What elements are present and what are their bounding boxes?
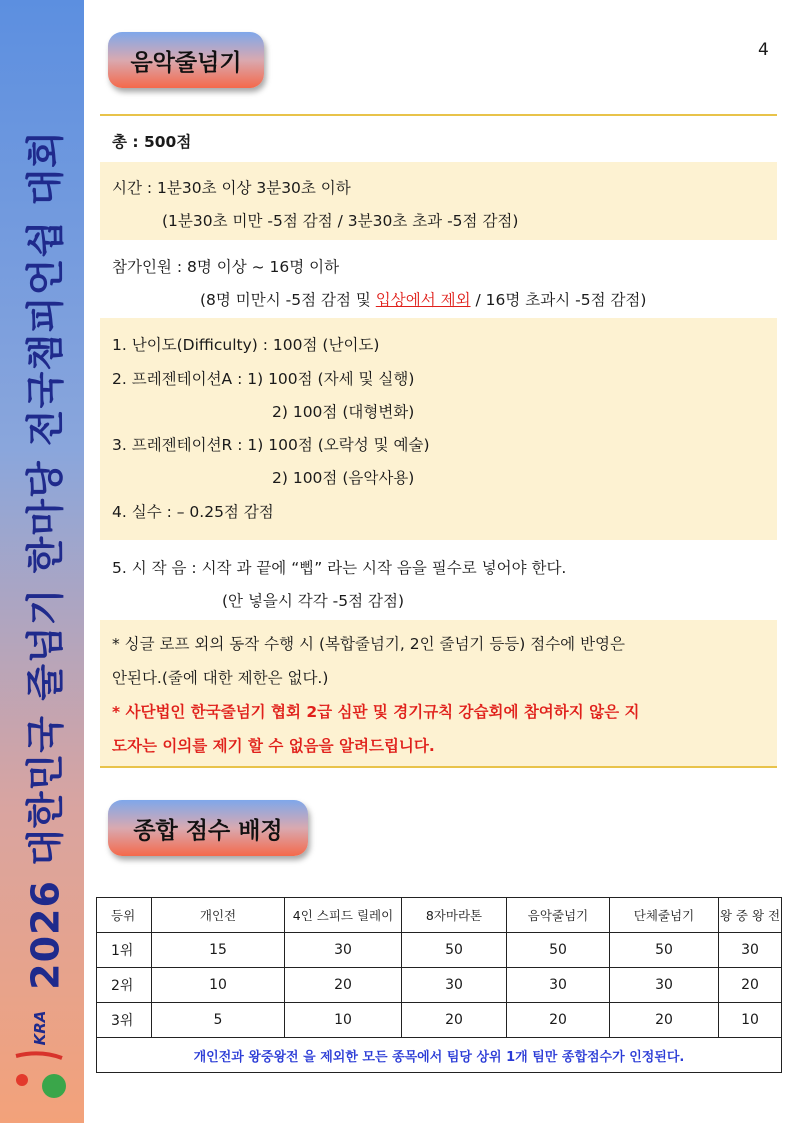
criterion-presentation-r-1: 3. 프레젠테이션R : 1) 100점 (오락성 및 예술) [112, 436, 430, 454]
time-penalty: (1분30초 미만 -5점 감점 / 3분30초 초과 -5점 감점) [162, 212, 519, 230]
table-cell: 50 [507, 933, 610, 968]
participants-rule: 참가인원 : 8명 이상 ~ 16명 이하 [112, 258, 340, 276]
divider [100, 114, 777, 116]
criterion-presentation-r-2: 2) 100점 (음악사용) [272, 469, 415, 487]
table-cell: 10 [152, 968, 285, 1003]
table-note: 개인전과 왕중왕전 을 제외한 모든 종목에서 팀당 상위 1개 팀만 종합점수가 인정된다. [97, 1038, 782, 1073]
column-header: 왕 중 왕 전 [719, 898, 782, 933]
note-single-rope-2: 안된다.(줄에 대한 제한은 없다.) [112, 669, 329, 687]
table-header-row [97, 898, 782, 933]
column-header: 8자마라톤 [402, 898, 507, 933]
table-cell: 3위 [97, 1003, 152, 1038]
score-table [96, 897, 782, 1073]
table-cell: 20 [507, 1003, 610, 1038]
column-header: 개인전 [152, 898, 285, 933]
table-row [97, 933, 782, 968]
criterion-presentation-a-1: 2. 프레젠테이션A : 1) 100점 (자세 및 실행) [112, 370, 415, 388]
table-cell: 10 [285, 1003, 402, 1038]
table-cell: 30 [285, 933, 402, 968]
start-sound-penalty: (안 넣을시 각각 -5점 감점) [222, 592, 405, 610]
start-sound-rule: 5. 시 작 음 : 시작 과 끝에 “삡” 라는 시작 음을 필수로 넣어야 한다. [112, 559, 567, 577]
participants-penalty [200, 288, 646, 310]
table-note-row [97, 1038, 782, 1073]
table-cell: 20 [610, 1003, 719, 1038]
table-cell: 20 [285, 968, 402, 1003]
column-header: 음악줄넘기 [507, 898, 610, 933]
table-cell: 10 [719, 1003, 782, 1038]
table-cell: 20 [402, 1003, 507, 1038]
table-cell: 5 [152, 1003, 285, 1038]
column-header: 등위 [97, 898, 152, 933]
note-referee-2: 도자는 이의를 제기 할 수 없음을 알려드립니다. [112, 737, 435, 755]
sidebar [0, 0, 84, 1123]
table-cell: 50 [402, 933, 507, 968]
section-heading-music-jump-rope: 음악줄넘기 [108, 32, 264, 88]
table-cell: 2위 [97, 968, 152, 1003]
criterion-difficulty: 1. 난이도(Difficulty) : 100점 (난이도) [112, 336, 380, 354]
criterion-presentation-a-2: 2) 100점 (대형변화) [272, 403, 415, 421]
section-heading-total-score: 종합 점수 배정 [108, 800, 308, 856]
time-rule: 시간 : 1분30초 이상 3분30초 이하 [112, 179, 351, 197]
table-cell: 30 [719, 933, 782, 968]
participants-highlight: 입상에서 제외 [375, 291, 471, 309]
table-cell: 30 [610, 968, 719, 1003]
sidebar-title: 2026 대한민국 줄넘기 한마당 전국챔피언쉽 대회 [23, 130, 68, 990]
criterion-mistakes: 4. 실수 : – 0.25점 감점 [112, 503, 274, 521]
logo-text: KRA [31, 1010, 49, 1046]
column-header: 단체줄넘기 [610, 898, 719, 933]
column-header: 4인 스피드 릴레이 [285, 898, 402, 933]
table-cell: 30 [507, 968, 610, 1003]
table-cell: 1위 [97, 933, 152, 968]
table-cell: 30 [402, 968, 507, 1003]
page-number: 4 [758, 40, 769, 60]
divider [100, 766, 777, 768]
table-cell: 50 [610, 933, 719, 968]
note-referee-1: * 사단법인 한국줄넘기 협회 2급 심판 및 경기규칙 강습회에 참여하지 않은 지 [112, 703, 640, 721]
table-cell: 20 [719, 968, 782, 1003]
table-row [97, 1003, 782, 1038]
participants-penalty-before: (8명 미만시 -5점 감점 및 [200, 291, 376, 309]
table-row [97, 968, 782, 1003]
participants-penalty-after: / 16명 초과시 -5점 감점) [470, 291, 647, 309]
table-cell: 15 [152, 933, 285, 968]
note-single-rope-1: * 싱글 로프 외의 동작 수행 시 (복합줄넘기, 2인 줄넘기 등등) 점수에 반영은 [112, 635, 626, 653]
total-score: 총 : 500점 [112, 133, 192, 151]
